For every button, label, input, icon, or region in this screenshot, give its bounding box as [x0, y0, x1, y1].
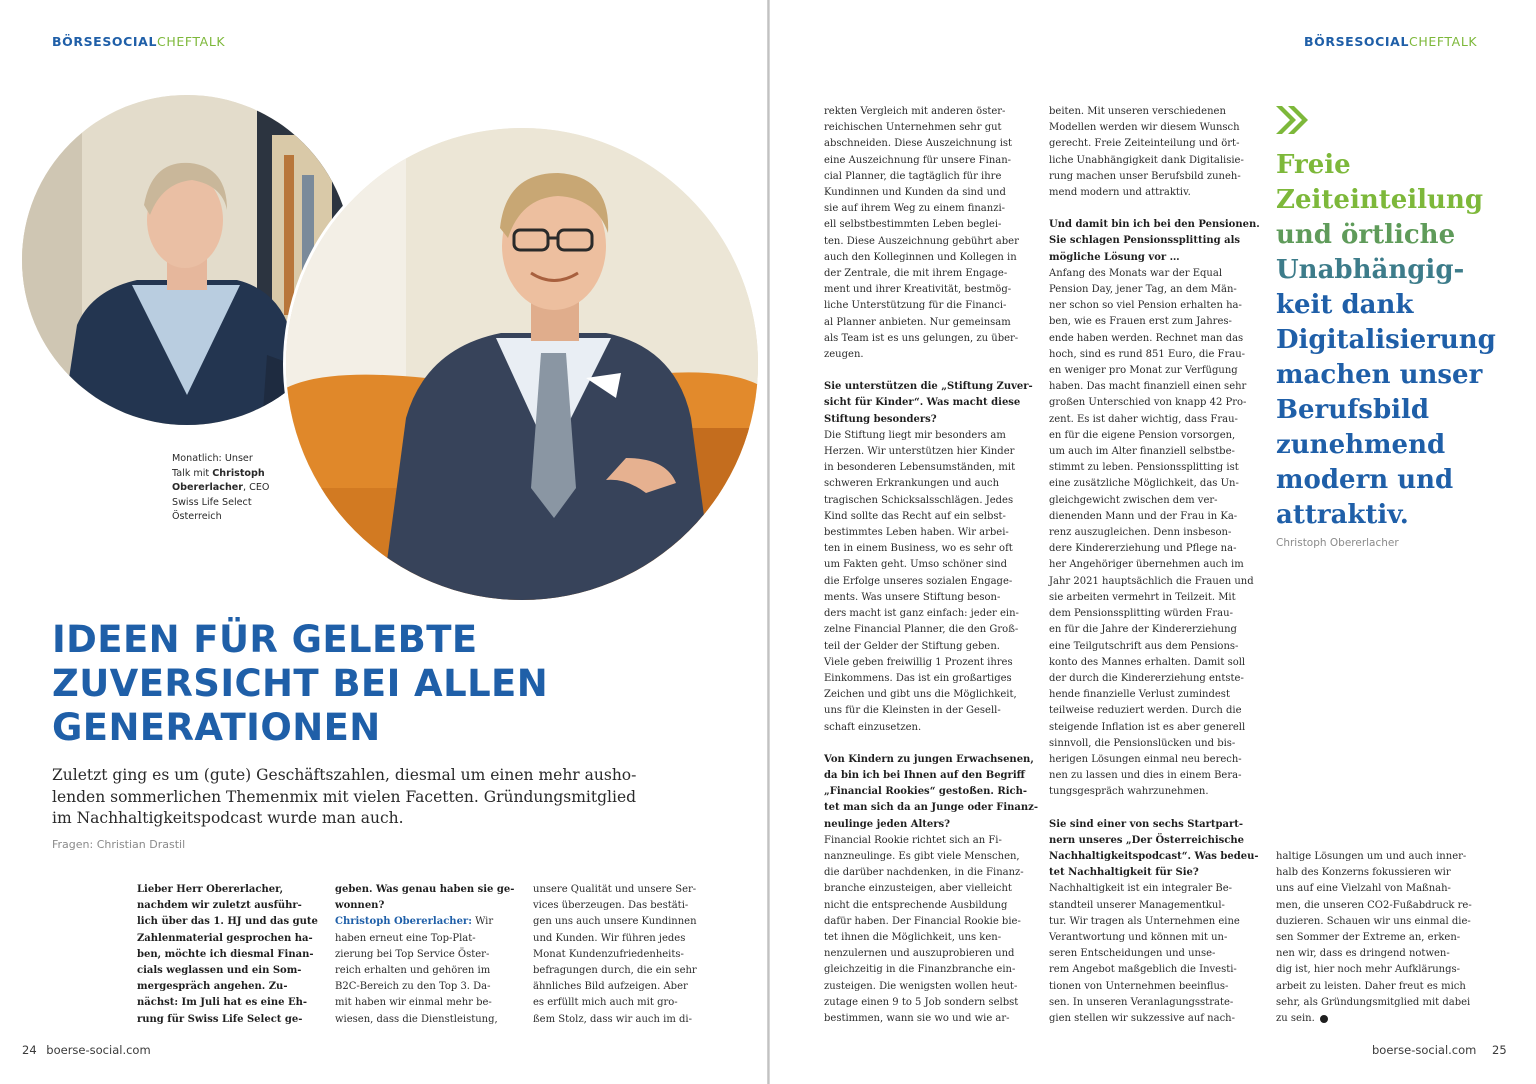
text-line: en für die eigene Pension vorsorgen, [1049, 429, 1236, 441]
text-line: dafür haben. Der Financial Rookie bie- [824, 915, 1021, 927]
byline: Fragen: Christian Drastil [52, 838, 186, 851]
left-column-3 [533, 882, 723, 1028]
text-line: ell selbstbestimmten Leben beglei- [824, 219, 1002, 231]
question-line: cials weglassen und ein Som- [137, 965, 302, 977]
page-number-right: 25 [1492, 1043, 1507, 1057]
text-line: ment und ihrer Kreativität, bestmög- [824, 284, 1012, 296]
answer-first: Wir [471, 916, 494, 928]
question-line: nern unseres „Der Österreichische [1049, 834, 1244, 846]
text-line: Kind sollte das Recht auf ein selbst- [824, 510, 1006, 522]
caption-line3-post: , CEO [243, 482, 270, 493]
text-line: cial Planner, die tagtäglich für ihre [824, 170, 1002, 182]
text-line: mend modern und attraktiv. [1049, 187, 1191, 199]
text-line: Nachhaltigkeit ist ein integraler Be- [1049, 883, 1233, 895]
text-line: teil der Gelder der Stiftung geben. [824, 640, 1000, 652]
text-line: dem Pensionssplitting würden Frau- [1049, 608, 1233, 620]
lede-line: Zuletzt ging es um (gute) Geschäftszahlen, diesmal um einen mehr ausho- [52, 766, 637, 784]
right-page [770, 0, 1536, 1084]
text-line: rekten Vergleich mit anderen öster- [824, 106, 1006, 117]
text-line: halb des Konzerns fokussieren wir [1276, 867, 1451, 879]
pull-quote-line: modern und [1276, 465, 1454, 495]
site-left: boerse-social.com [46, 1043, 151, 1057]
question-line: Stiftung besonders? [824, 413, 937, 425]
text-line: schaft einzusetzen. [824, 721, 922, 733]
brand-header-right [1304, 34, 1477, 49]
text-line: ments. Was unsere Stiftung beson- [824, 591, 1001, 603]
brand-header-left [52, 34, 225, 49]
question-line: rung für Swiss Life Select ge- [137, 1013, 303, 1025]
text-line: tet ihnen die Möglichkeit, uns ken- [824, 931, 1002, 943]
question-line: mergespräch angehen. Zu- [137, 981, 288, 993]
left-page [0, 0, 767, 1084]
question-line: „Financial Rookies“ gestoßen. Rich- [824, 786, 1028, 798]
pull-quote-line: Berufsbild [1276, 395, 1430, 425]
text-line: tionen von Unternehmen beeinflus- [1049, 980, 1229, 992]
text-line: reichischen Unternehmen sehr gut [824, 122, 1002, 134]
caption-line1: Monatlich: Unser [172, 453, 253, 464]
text-line: schweren Erkrankungen und auch [824, 478, 1000, 490]
question-line: sicht für Kinder“. Was macht diese [824, 397, 1021, 409]
text-line: sen Sommer der Extreme an, erken- [1276, 932, 1461, 944]
text-line: auch den Kolleginnen und Kollegen in [824, 251, 1017, 263]
caption-name-last: Obererlacher [172, 482, 244, 493]
text-line: liche Unabhängigkeit dank Digitalisie- [1049, 154, 1244, 166]
question-line: geben. Was genau haben sie ge- [335, 884, 515, 895]
text-line: zu sein. [1276, 1011, 1496, 1027]
headline-line: ZUVERSICHT BEI ALLEN [52, 662, 549, 705]
double-chevron-icon [1274, 104, 1310, 136]
text-line: zutage einen 9 to 5 Job sondern selbst [824, 996, 1019, 1008]
brand-part1: BÖRSESOCIAL [1304, 34, 1410, 49]
text-line: en weniger pro Monat zur Verfügung [1049, 365, 1238, 377]
paragraph-gap [824, 736, 1036, 752]
article-lede [52, 765, 642, 830]
question-line: nächst: Im Juli hat es eine Eh- [137, 997, 307, 1009]
caption-line4: Swiss Life Select [172, 496, 252, 508]
text-line: rem Angebot maßgeblich die Investi- [1049, 964, 1237, 976]
text-line: Monat Kundenzufriedenheits- [533, 948, 684, 960]
text-line: dienenden Mann und der Frau in Ka- [1049, 510, 1238, 522]
text-line: nanzneulinge. Es gibt viele Menschen, [824, 850, 1020, 862]
text-line: haben. Das macht finanziell einen sehr [1049, 381, 1247, 393]
text-line: zent. Es ist daher wichtig, dass Frau- [1049, 413, 1238, 425]
left-column-1 [137, 882, 317, 1028]
folio-right [1372, 1043, 1507, 1057]
text-line: standteil unserer Managementkul- [1049, 899, 1225, 911]
text-line: haben erneut eine Top-Plat- [335, 932, 476, 944]
pull-quote-line: Unabhängig- [1276, 255, 1465, 285]
paragraph-gap [1049, 201, 1264, 217]
text-line: zeugen. [824, 349, 864, 361]
brand-part2: CHEFTALK [157, 34, 226, 49]
article-headline [52, 618, 652, 750]
question-line: tet Nachhaltigkeit für Sie? [1049, 867, 1199, 879]
text-line: Viele geben freiwillig 1 Prozent ihres [824, 656, 1013, 668]
pull-quote-line: Digitalisierung [1276, 325, 1496, 355]
text-line: gleichgewicht zwischen dem ver- [1049, 494, 1218, 506]
photo-caption [172, 452, 297, 525]
text-line: ende haben werden. Rechnet man das [1049, 332, 1244, 344]
text-line: um Fakten geht. Umso schöner sind [824, 559, 1007, 571]
text-line: nen wir, dass es dringend notwen- [1276, 948, 1450, 960]
text-line: eine zusätzliche Möglichkeit, das Un- [1049, 478, 1239, 490]
site-right: boerse-social.com [1372, 1043, 1477, 1057]
text-line: sen. In unseren Veranlagungsstrate- [1049, 996, 1234, 1008]
portrait-illustration-ceo [286, 128, 761, 603]
text-line: Jahr 2021 hauptsächlich die Frauen und [1049, 575, 1254, 587]
text-line: gerecht. Freie Zeiteinteilung und ört- [1049, 138, 1240, 150]
text-line: ßem Stolz, dass wir auch im di- [533, 1013, 692, 1025]
pull-quote-line: keit dank [1276, 290, 1414, 320]
pull-quote-line: machen unser [1276, 360, 1483, 390]
right-column-3 [1276, 849, 1496, 1027]
brand-part1: BÖRSESOCIAL [52, 34, 158, 49]
question-line: wonnen? [335, 900, 385, 912]
right-column-1 [824, 104, 1036, 1027]
pull-quote-line: Zeiteinteilung [1276, 185, 1484, 215]
caption-line2-pre: Talk mit [172, 467, 213, 479]
caption-line5: Österreich [172, 511, 222, 522]
text-line: sie arbeiten vermehrt in Teilzeit. Mit [1049, 591, 1236, 603]
lede-line: im Nachhaltigkeitspodcast wurde man auch. [52, 809, 404, 827]
text-line: ner schon so viel Pension erhalten ha- [1049, 300, 1242, 312]
text-line: branche einzusteigen, aber vielleicht [824, 883, 1012, 895]
pull-quote-line: und örtliche [1276, 220, 1456, 250]
text-line: gleichzeitig in die Finanzbranche ein- [824, 964, 1016, 976]
text-line: nicht die entsprechende Ausbildung [824, 899, 1008, 911]
text-line: abschneiden. Diese Auszeichnung ist [824, 138, 1013, 150]
headline-line: GENERATIONEN [52, 706, 381, 749]
question-line: Zahlenmaterial gesprochen ha- [137, 932, 313, 944]
text-line: nen zu lassen und dies in einem Bera- [1049, 770, 1242, 782]
text-line: Einkommens. Das ist ein großartiges [824, 672, 1012, 684]
text-line: gen uns auch unsere Kundinnen [533, 916, 697, 928]
question-line: mögliche Lösung vor … [1049, 251, 1180, 263]
text-line: her Angehöriger übernehmen auch im [1049, 559, 1244, 571]
text-line: stimmt zu leben. Pensionssplitting ist [1049, 462, 1239, 474]
text-line: und Kunden. Wir führen jedes [533, 932, 686, 944]
text-line: herigen Lösungen einmal neu berech- [1049, 753, 1242, 765]
text-line: nenzulernen und auszuprobieren und [824, 948, 1015, 960]
text-line: dere Kindererziehung und Pflege na- [1049, 543, 1237, 555]
text-line: en für die Jahre der Kindererziehung [1049, 624, 1237, 636]
question-line: Sie unterstützen die „Stiftung Zuver- [824, 381, 1033, 393]
text-line: uns auf eine Vielzahl von Maßnah- [1276, 883, 1451, 895]
text-line: ders macht ist ganz einfach: jeder ein- [824, 608, 1019, 620]
text-line: Kundinnen und Kunden da sind und [824, 187, 1006, 199]
text-line: renz auszugleichen. Denn insbeson- [1049, 527, 1232, 539]
question-line: Und damit bin ich bei den Pensionen. [1049, 219, 1260, 231]
paragraph-gap [824, 363, 1036, 379]
folio-left [22, 1043, 151, 1057]
text-line: es erfüllt mich auch mit gro- [533, 997, 678, 1009]
question-line: tet man sich da an Junge oder Finanz- [824, 802, 1038, 814]
text-line: mit haben wir einmal mehr be- [335, 997, 492, 1009]
question-line: ben, möchte ich diesmal Finan- [137, 948, 314, 960]
text-line: großen Unterschied von knapp 42 Pro- [1049, 397, 1247, 409]
text-line: men, die unseren CO2-Fußabdruck re- [1276, 899, 1472, 911]
question-line: lich über das 1. HJ und das gute [137, 916, 318, 928]
text-line: al Planner anbieten. Nur gemeinsam [824, 316, 1011, 328]
text-line: beiten. Mit unseren verschiedenen [1049, 106, 1226, 117]
text-line: ten. Diese Auszeichnung gebührt aber [824, 235, 1019, 247]
question-line: Sie sind einer von sechs Startpart- [1049, 818, 1243, 830]
text-line: Die Stiftung liegt mir besonders am [824, 429, 1006, 441]
text-line: die darüber nachdenken, in die Finanz- [824, 867, 1024, 879]
text-line: B2C-Bereich zu den Top 3. Da- [335, 981, 491, 993]
text-line: steigende Inflation ist es aber generell [1049, 721, 1246, 733]
right-column-2 [1049, 104, 1264, 1027]
text-line: konto des Mannes erhalten. Damit soll [1049, 656, 1246, 668]
question-line: Lieber Herr Obererlacher, [137, 884, 284, 895]
text-line: zusteigen. Die wenigsten wollen heut- [824, 980, 1018, 992]
text-line: reich erhalten und gehören im [335, 965, 491, 977]
text-line: zelne Financial Planner, die den Groß- [824, 624, 1019, 636]
text-line: liche Unterstützung für die Financi- [824, 300, 1007, 312]
question-line: neulinge jeden Alters? [824, 818, 950, 830]
text-line: rung machen unser Berufsbild zuneh- [1049, 170, 1241, 182]
text-line: eine Auszeichnung für unsere Finan- [824, 154, 1012, 166]
text-line: der Zentrale, die mit ihrem Engage- [824, 268, 1008, 280]
text-line: sehr, als Gründungsmitglied mit dabei [1276, 996, 1471, 1008]
end-mark-icon [1320, 1015, 1328, 1023]
question-line: Von Kindern zu jungen Erwachsenen, [824, 753, 1034, 765]
text-line: zierung bei Top Service Öster- [335, 948, 490, 960]
text-line: sinnvoll, die Pensionslücken und bis- [1049, 737, 1236, 749]
text-line: dig ist, hier noch mehr Aufklärungs- [1276, 964, 1461, 976]
text-line: um auch im Alter finanziell selbstbe- [1049, 446, 1235, 458]
pull-quote [1276, 148, 1506, 533]
text-line: ten in einem Business, wo es sehr oft [824, 543, 1013, 555]
caption-name-first: Christoph [212, 467, 265, 479]
text-line: tur. Wir tragen als Unternehmen eine [1049, 915, 1240, 927]
text-line: eine Teilgutschrift aus dem Pensions- [1049, 640, 1239, 652]
text-line: haltige Lösungen um und auch inner- [1276, 851, 1467, 862]
text-line: teilweise reduziert werden. Durch die [1049, 705, 1242, 717]
text-line: bestimmen, wann sie wo und wie ar- [824, 1012, 1010, 1024]
text-line: unsere Qualität und unsere Ser- [533, 884, 697, 895]
text-line: der durch die Kindererziehung entste- [1049, 672, 1244, 684]
question-line: nachdem wir zuletzt ausführ- [137, 900, 302, 912]
brand-part2: CHEFTALK [1409, 34, 1478, 49]
text-line: duzieren. Schauen wir uns einmal die- [1276, 915, 1471, 927]
text-line: gien stellen wir sukzessive auf nach- [1049, 1012, 1235, 1024]
left-column-2 [335, 882, 520, 1028]
text-line: Verantwortung und können mit un- [1049, 931, 1228, 943]
text-line: Herzen. Wir unterstützen hier Kinder [824, 446, 1015, 458]
text-line: tungsgespräch wahrzunehmen. [1049, 786, 1209, 798]
text-line: seren Entscheidungen und unse- [1049, 948, 1216, 960]
question-line: da bin ich bei Ihnen auf den Begriff [824, 769, 1025, 781]
question-line: Nachhaltigkeitspodcast“. Was bedeu- [1049, 850, 1259, 862]
text-line: uns für die Kleinsten in der Gesell- [824, 705, 1001, 717]
text-line: Zeichen und gibt uns die Möglichkeit, [824, 689, 1017, 701]
text-line: sie auf ihrem Weg zu einem finanzi- [824, 203, 1006, 215]
headline-line: IDEEN FÜR GELEBTE [52, 618, 478, 661]
paragraph-gap [1049, 801, 1264, 817]
text-line: bestimmtes Leben haben. Wir arbei- [824, 527, 1009, 539]
text-line: wiesen, dass die Dienstleistung, [335, 1013, 498, 1025]
photo-ceo [283, 125, 761, 603]
text-line: befragungen durch, die ein sehr [533, 965, 697, 977]
text-line: ähnliches Bild aufzeigen. Aber [533, 981, 688, 993]
text-line: Anfang des Monats war der Equal [1049, 267, 1223, 279]
lede-line: lenden sommerlichen Themenmix mit vielen Facetten. Gründungsmitglied [52, 787, 637, 806]
speaker-name: Christoph Obererlacher: [335, 916, 472, 928]
text-line: in besonderen Lebensumständen, mit [824, 462, 1016, 474]
pull-quote-line: Freie [1276, 150, 1351, 180]
text-line: Financial Rookie richtet sich an Fi- [824, 834, 1002, 846]
pull-quote-author: Christoph Obererlacher [1276, 537, 1399, 549]
text-line: tragischen Schicksalsschlägen. Jedes [824, 494, 1014, 506]
question-line: Sie schlagen Pensionssplitting als [1049, 235, 1241, 247]
text-line: hende finanzielle Verlust zumindest [1049, 689, 1230, 701]
text-line: Pension Day, jener Tag, an dem Män- [1049, 284, 1237, 296]
text-line: Modellen werden wir diesem Wunsch [1049, 122, 1240, 134]
text-line: vices überzeugen. Das bestäti- [533, 900, 689, 912]
page-number-left: 24 [22, 1043, 37, 1057]
pull-quote-line: zunehmend [1276, 430, 1446, 460]
pull-quote-line: attraktiv. [1276, 500, 1409, 530]
text-line: hoch, sind es rund 851 Euro, die Frau- [1049, 348, 1246, 360]
text-line: arbeit zu leisten. Daher freut es mich [1276, 980, 1466, 992]
text-line: die Erfolge unseres sozialen Engage- [824, 575, 1013, 587]
text-line: als Team ist es uns gelungen, zu über- [824, 332, 1019, 344]
text-line: ben, wie es Frauen erst zum Jahres- [1049, 316, 1232, 328]
